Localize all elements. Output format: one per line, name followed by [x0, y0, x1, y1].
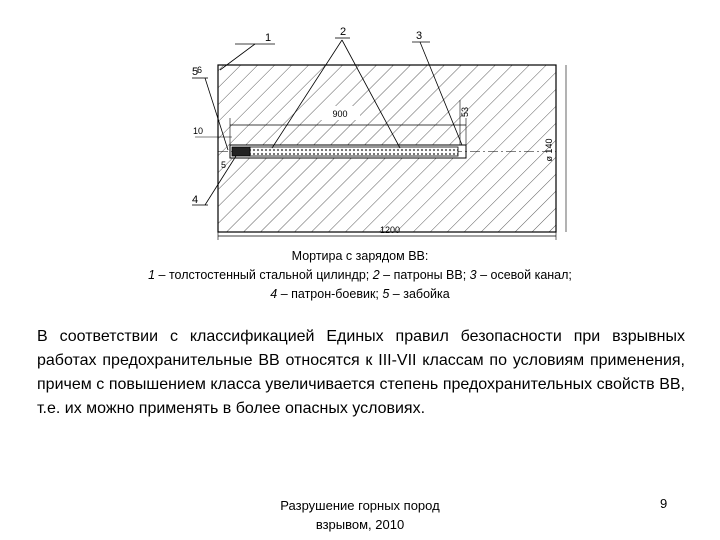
dim-6: 6: [197, 65, 203, 75]
label-3: 3: [416, 30, 423, 42]
primer-cartridge: [232, 147, 250, 156]
page-number: 9: [660, 496, 668, 511]
body-paragraph: В соответствии с классификацией Единых правил безопасности при взрывных работах предохранительные ВВ относятся к III-VII классам по условиям применения, причем с повышением класса увеличивается степень предохранительных свойств ВВ, т.е. их можно применять в более опасных условиях.: [37, 328, 685, 417]
label-2: 2: [340, 26, 347, 38]
label-5: 5: [192, 66, 199, 78]
mortar-diagram: [0, 0, 720, 250]
dim-1200: 1200: [379, 225, 401, 235]
label-1: 1: [265, 32, 272, 44]
dim-140: ø 140: [544, 138, 554, 162]
explosive-cartridges: [250, 147, 458, 156]
dim-5: 5: [221, 160, 227, 170]
caption-line-2: 1 – толстостенный стальной цилиндр; 2 – патроны ВВ; 3 – осевой канал;: [148, 268, 572, 282]
caption-line-3: 4 – патрон-боевик; 5 – забойка: [270, 287, 450, 301]
caption-title: Мортира с зарядом ВВ:: [291, 249, 429, 263]
dim-900: 900: [332, 109, 348, 119]
label-4: 4: [192, 194, 199, 206]
dim-10: 10: [193, 126, 204, 136]
footer-title: Разрушение горных пород взрывом, 2010: [280, 498, 440, 532]
dim-53: 53: [460, 106, 470, 118]
